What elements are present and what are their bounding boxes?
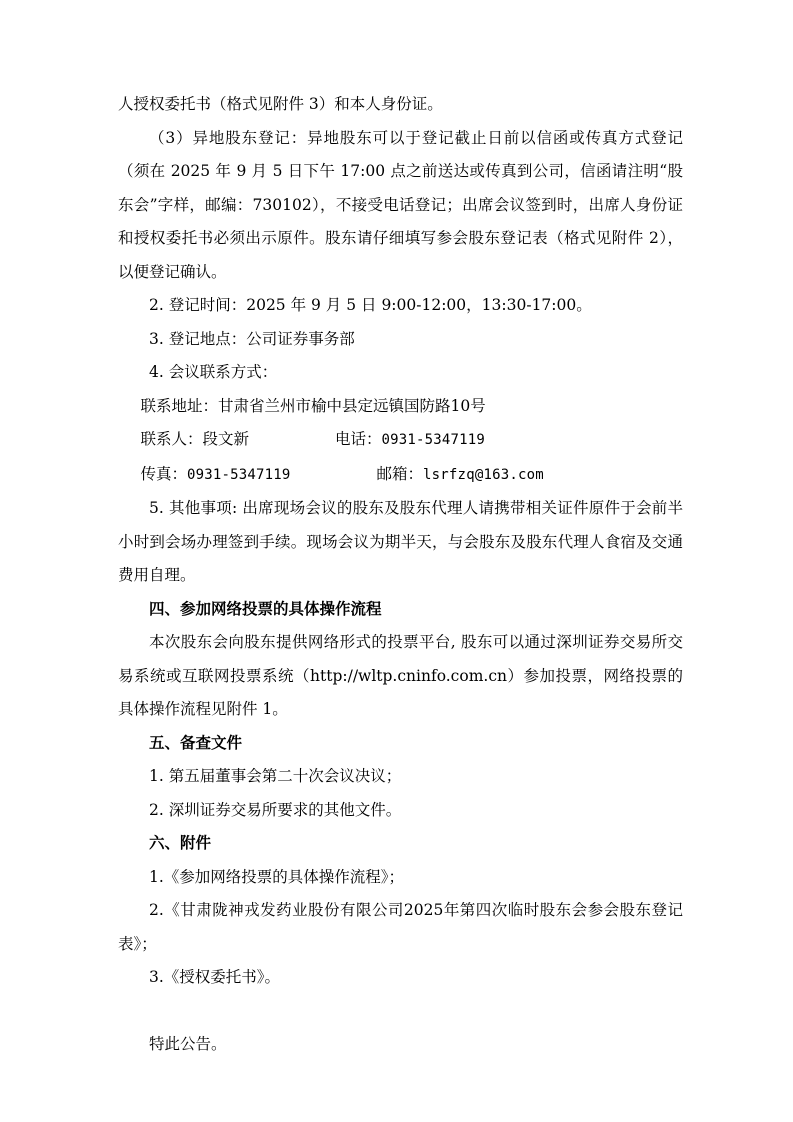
section-heading-attachments: 六、附件: [149, 834, 212, 852]
contact-address-label: 联系地址：: [140, 396, 218, 415]
paragraph-continuation: 人授权委托书（格式见附件 3）和本人身份证。: [118, 95, 443, 113]
contact-phone-label: 电话：: [335, 430, 382, 448]
contact-address-row: [118, 390, 683, 424]
contact-email-label: 邮箱：: [376, 464, 424, 483]
vertical-spacer: [118, 995, 683, 1029]
paragraph-registration-time: 2. 登记时间：2025 年 9 月 5 日 9:00-12:00，13:30-17:00。: [149, 296, 592, 314]
contact-address-value: 甘肃省兰州市榆中县定远镇国防路10号: [217, 396, 486, 415]
section-heading-online-voting: 四、参加网络投票的具体操作流程: [149, 599, 382, 618]
contact-email-value: lsrfzq@163.com: [423, 466, 544, 483]
contact-fax-row: [118, 458, 683, 493]
contact-person-value: 段文新: [202, 430, 249, 448]
contact-fax-value: 0931-5347119: [186, 466, 291, 483]
attachment-item-1: 1.《参加网络投票的具体操作流程》；: [149, 867, 405, 886]
reference-document-item-2: 2. 深圳证券交易所要求的其他文件。: [149, 800, 402, 819]
reference-document-item-1: 1. 第五届董事会第二十次会议决议；: [149, 767, 402, 785]
contact-person-label: 联系人：: [140, 430, 203, 448]
attachment-item-3: 3.《授权委托书》。: [149, 968, 281, 986]
paragraph-remote-registration: （3）异地股东登记：异地股东可以于登记截止日前以信函或传真方式登记（须在 2025 年 9 月 5 日下午 17:00 点之前送达或传真到公司，信函请注明“股东会”字样，邮编：730102），不接受电话登记；出席会议签到时，出席人身份证和授权委托书必须出示原件。股东请仔细填写参会股东登记表（格式见附件 2），以便登记确认。: [118, 128, 683, 281]
paragraph-online-voting-body: 本次股东会向股东提供网络形式的投票平台, 股东可以通过深圳证券交易所交易系统或互联网投票系统（http://wltp.cninfo.com.cn）参加投票，网络投票的具体操作流程见附件 1。: [118, 633, 683, 718]
section-heading-reference-documents: 五、备查文件: [149, 733, 243, 752]
contact-person-row: [118, 423, 683, 458]
contact-fax-label: 传真：: [140, 464, 187, 483]
paragraph-other-matters: 5. 其他事项: 出席现场会议的股东及股东代理人请携带相关证件原件于会前半小时到会场办理签到手续。现场会议为期半天，与会股东及股东代理人食宿及交通费用自理。: [118, 499, 683, 584]
paragraph-closing-notice: 特此公告。: [149, 1035, 227, 1053]
document-body: [118, 88, 683, 1062]
paragraph-registration-place: 3. 登记地点：公司证券事务部: [149, 329, 355, 348]
paragraph-contact-heading: 4. 会议联系方式：: [149, 363, 278, 381]
attachment-item-2: 2.《甘肃陇神戎发药业股份有限公司2025年第四次临时股东会参会股东登记表》；: [118, 901, 683, 953]
contact-phone-value: 0931-5347119: [381, 432, 486, 448]
